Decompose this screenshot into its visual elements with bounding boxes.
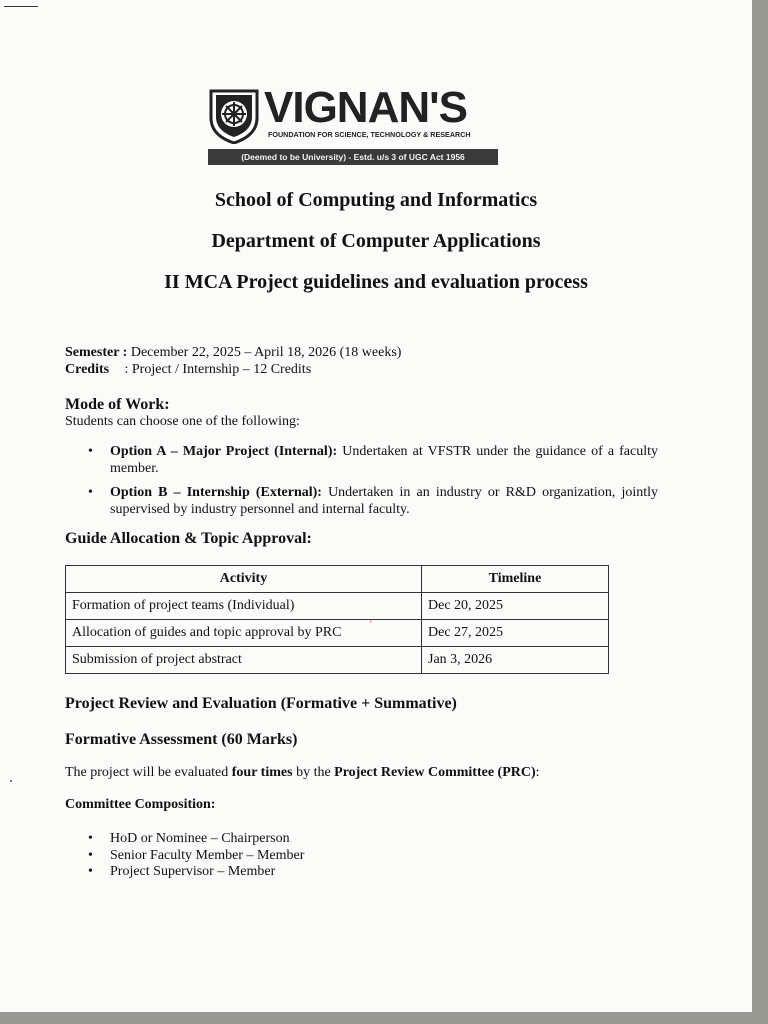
options-list <box>88 443 658 518</box>
eval-text: by the <box>292 765 335 780</box>
mode-heading: Mode of Work: <box>65 396 170 413</box>
committee-heading: Committee Composition: <box>65 797 216 812</box>
university-logo <box>208 83 500 168</box>
credits-line <box>65 362 311 378</box>
option-title: Option A – Major Project (Internal): <box>110 444 338 459</box>
eval-count: four times <box>231 765 293 780</box>
shield-emblem-icon <box>208 88 260 144</box>
school-title: School of Computing and Informatics <box>214 189 538 211</box>
option-text: Undertaken at VFSTR under the guidance of a faculty member. <box>110 444 659 476</box>
table-row <box>66 620 609 647</box>
semester-line <box>65 345 401 361</box>
list-item: • HoD or Nominee – Chairperson <box>88 831 304 848</box>
credits-label: Credits <box>65 362 110 377</box>
table-row <box>66 647 609 674</box>
scan-speck <box>10 780 12 782</box>
timeline-cell: Dec 20, 2025 <box>422 593 609 620</box>
mode-intro: Students can choose one of the following: <box>65 414 300 429</box>
eval-committee: Project Review Committee (PRC) <box>334 765 536 780</box>
table-header-row <box>66 566 609 593</box>
activity-cell: Formation of project teams (Individual) <box>66 593 422 620</box>
semester-value: December 22, 2025 – April 18, 2026 (18 weeks) <box>130 345 402 360</box>
list-item <box>88 484 658 518</box>
pen-mark: ˚ <box>369 620 373 631</box>
timeline-cell: Dec 27, 2025 <box>422 620 609 647</box>
list-item: • Project Supervisor – Member <box>88 864 304 881</box>
list-item <box>88 443 658 477</box>
deemed-banner: (Deemed to be University) - Estd. u/s 3 of UGC Act 1956 <box>208 149 498 165</box>
eval-text: : <box>535 765 540 780</box>
activity-cell: Submission of project abstract <box>66 647 422 674</box>
evaluation-line <box>65 765 540 781</box>
table-row <box>66 593 609 620</box>
review-heading: Project Review and Evaluation (Formative + Summative) <box>65 695 457 712</box>
column-header: Activity <box>66 566 422 593</box>
guide-heading: Guide Allocation & Topic Approval: <box>65 530 312 547</box>
formative-heading: Formative Assessment (60 Marks) <box>65 731 298 748</box>
brand-name: VIGNAN'S <box>264 83 467 132</box>
semester-label: Semester : <box>65 345 128 360</box>
column-header: Timeline <box>422 566 609 593</box>
list-item: • Senior Faculty Member – Member <box>88 848 304 865</box>
eval-text: The project will be evaluated <box>65 765 232 780</box>
option-text: Undertaken in an industry or R&D organization, jointly supervised by industry personnel and internal faculty. <box>110 485 658 517</box>
document-title: II MCA Project guidelines and evaluation process <box>164 271 588 293</box>
credits-value: : Project / Internship – 12 Credits <box>124 362 312 377</box>
foundation-line: FOUNDATION FOR SCIENCE, TECHNOLOGY & RESEARCH <box>268 130 471 139</box>
scan-edge-line <box>4 6 38 7</box>
activity-cell: Allocation of guides and topic approval by PRC <box>66 620 422 647</box>
committee-list <box>88 831 304 881</box>
activity-table <box>65 565 609 674</box>
timeline-cell: Jan 3, 2026 <box>422 647 609 674</box>
department-title: Department of Computer Applications <box>211 230 541 252</box>
option-title: Option B – Internship (External): <box>110 485 322 500</box>
